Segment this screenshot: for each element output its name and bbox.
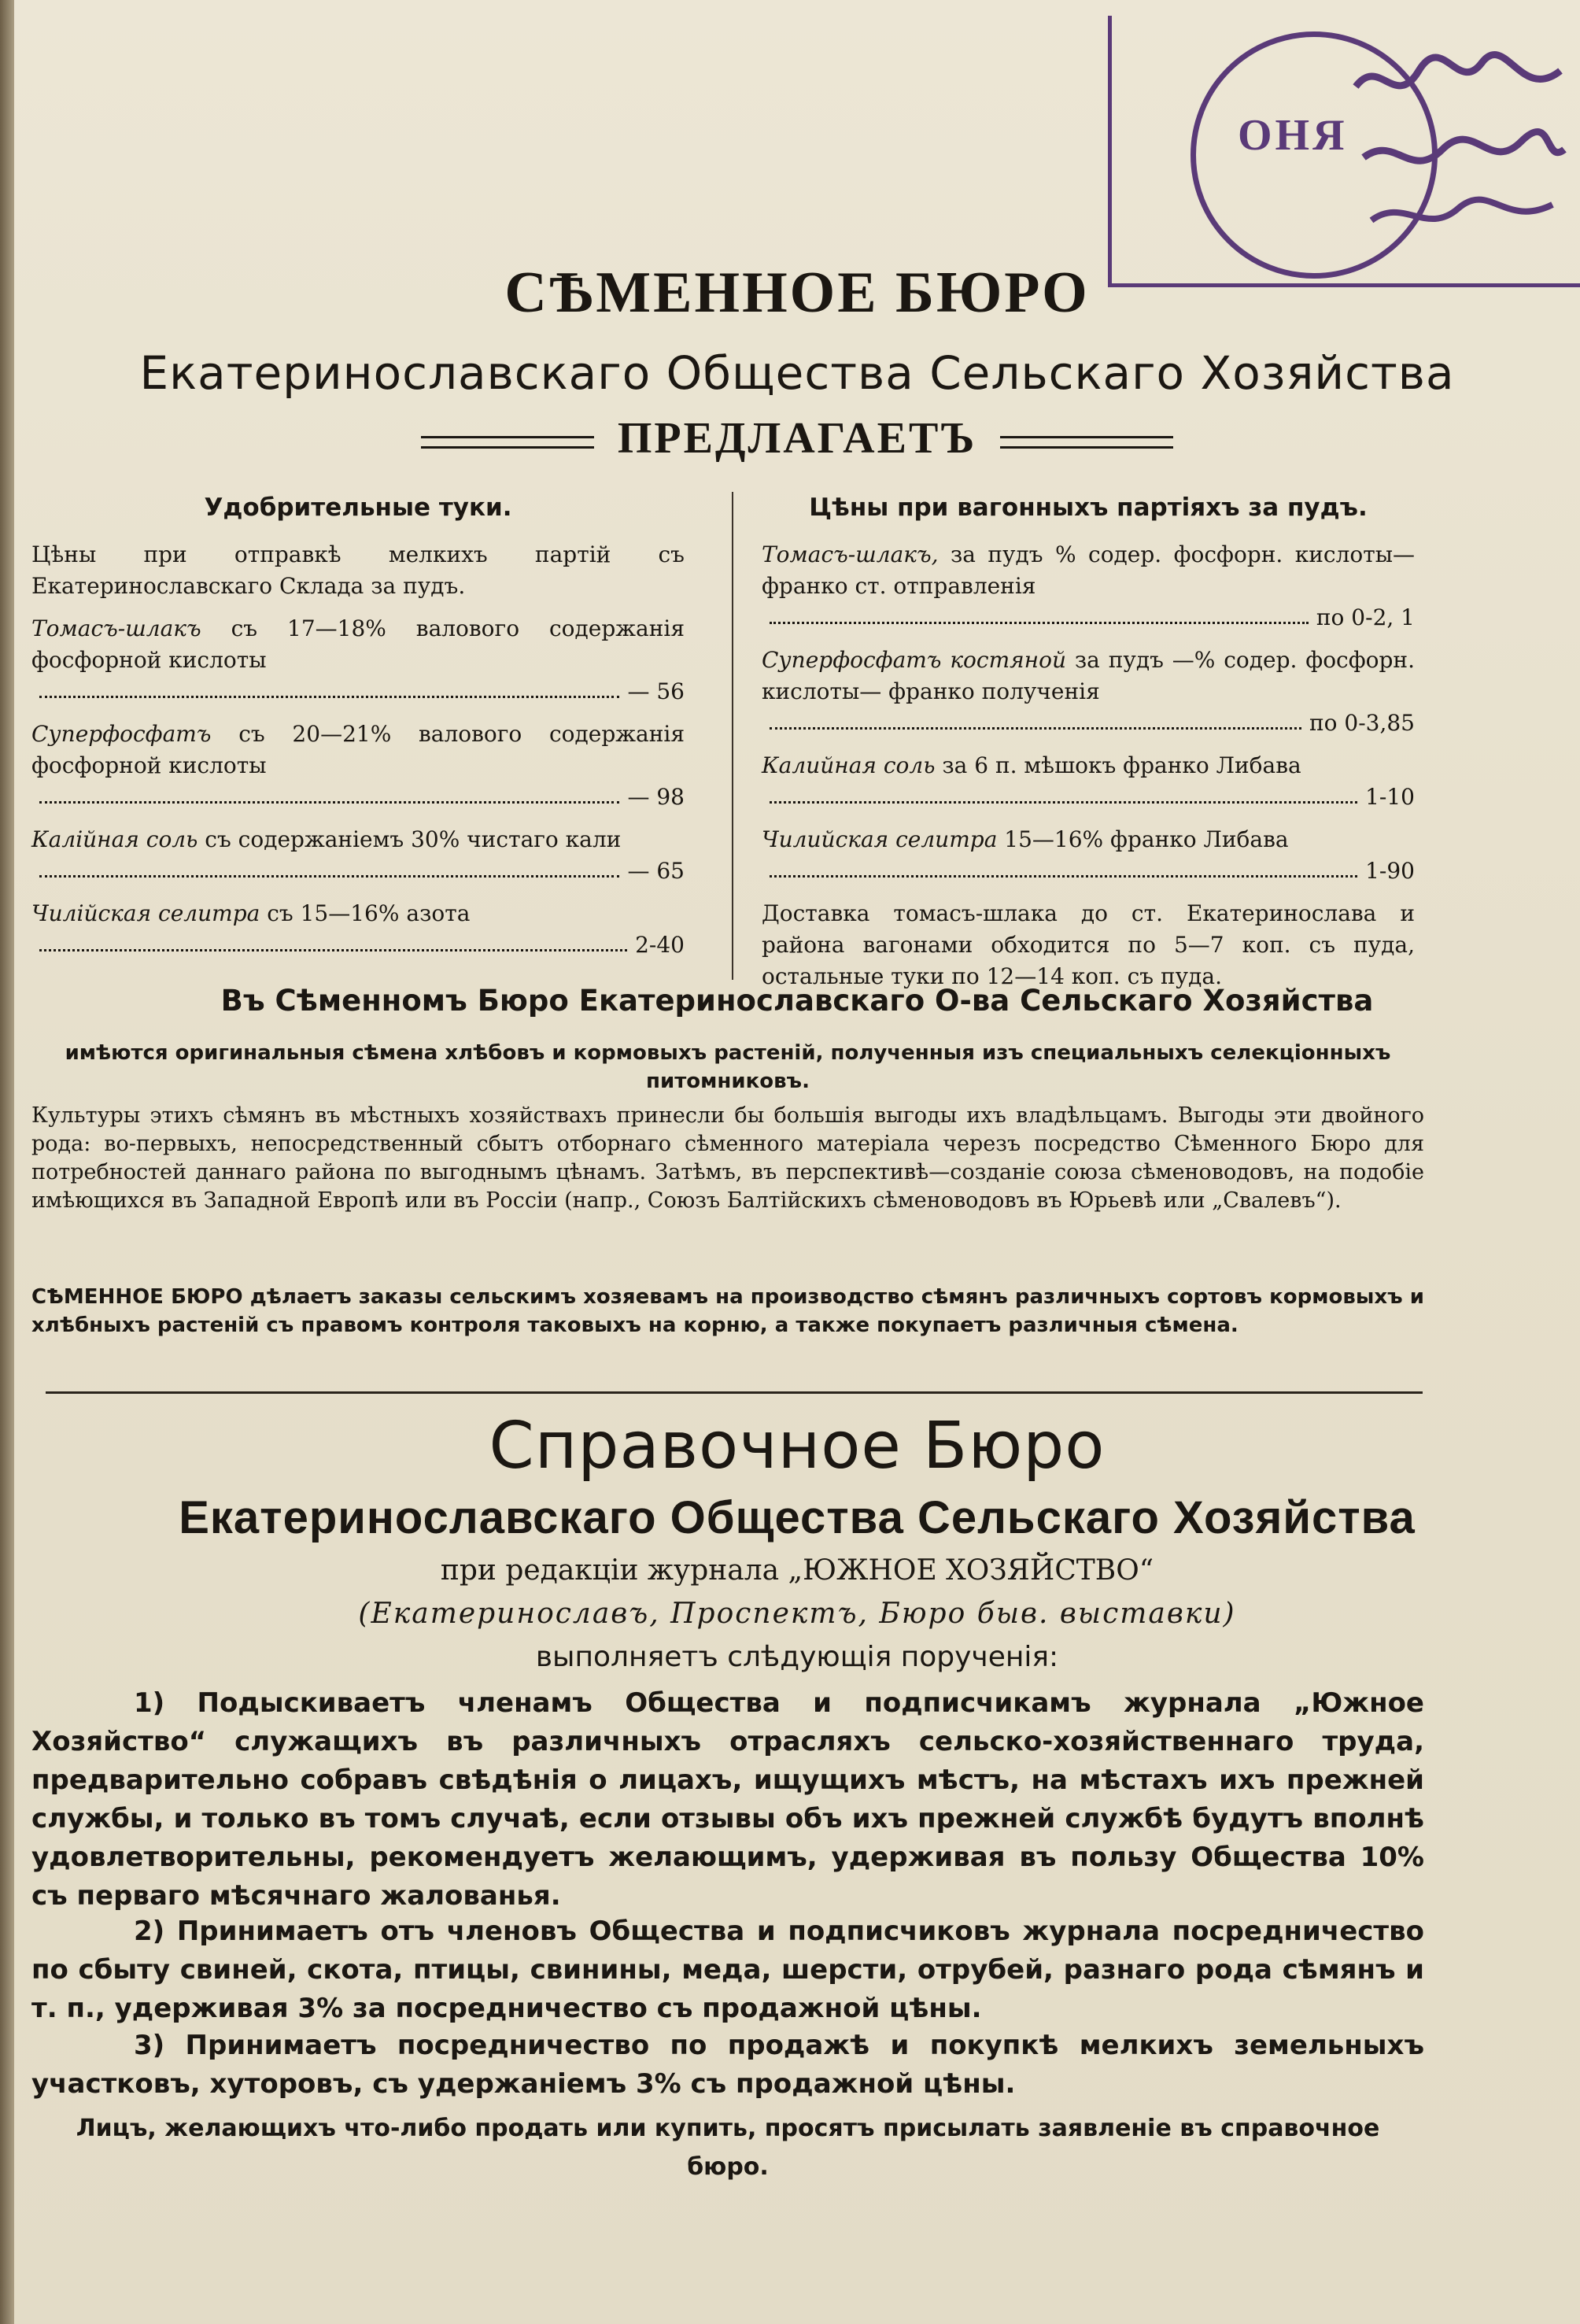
info-bureau-subtitle: Екатеринославскаго Общества Сельскаго Хозяйства (179, 1492, 1416, 1543)
offers-label: ПРЕДЛАГАЕТЪ (617, 414, 977, 463)
item-desc: съ содержаніемъ 30% чистаго кали (205, 826, 622, 852)
price-item (31, 719, 685, 813)
price-item (762, 645, 1415, 739)
seed-section-line2: Культуры этихъ сѣмянъ въ мѣстныхъ хозяйствахъ принесли бы большія выгоды ихъ владѣльцамъ. Выгоды эти двойного рода: во-первыхъ, непосредственный сбытъ отборнаго сѣменного матеріала черезъ посредство Сѣменного Бюро для потребностей даннаго района по выгоднымъ цѣнамъ. Затѣмъ, въ перспективѣ—созданіе союза сѣменоводовъ, на подобіе имѣющихся въ Западной Европѣ или въ Россіи (напр., Союзъ Балтійскихъ сѣменоводовъ въ Юрьевѣ или „Свалевъ“). (31, 1103, 1424, 1213)
seed-section-heading: Въ Сѣменномъ Бюро Екатеринославскаго О-ва Сельскаго Хозяйства (220, 984, 1374, 1018)
price-item (762, 539, 1415, 634)
stamp-signature (1348, 39, 1568, 244)
info-bureau-address: (Екатеринославъ, Проспектъ, Бюро быв. выставки) (358, 1598, 1236, 1630)
price-item (762, 750, 1415, 813)
price-item (762, 824, 1415, 887)
rule-right (1000, 436, 1173, 449)
price-item (31, 898, 685, 961)
item-desc: 15—16% франко Либава (1004, 826, 1289, 852)
item-desc: съ 17—18% валового содержанія фосфорной кислоты (31, 615, 685, 673)
service-item-2: 2) Принимаетъ отъ членовъ Общества и подписчиковъ журнала посредничество по сбыту свиней, скота, птицы, свинины, меда, шерсти, отрубей, разнаго рода сѣмянъ и т. п., удерживая 3% за посредничество съ продажной цѣны. (31, 1916, 1424, 2024)
small-lots-intro: Цѣны при отправкѣ мелкихъ партій съ Екатеринославскаго Склада за пудъ. (31, 541, 685, 599)
seed-bureau-title: СѢМЕННОЕ БЮРО (504, 260, 1090, 325)
item-desc: за 6 п. мѣшокъ франко Либава (942, 752, 1301, 778)
item-price: 2-40 (635, 932, 685, 958)
item-desc: съ 20—21% валового содержанія фосфорной кислоты (31, 721, 685, 778)
fertilizer-heading: Удобрительные туки. (204, 493, 512, 522)
item-name: Калійная соль (31, 826, 198, 852)
service-item-3: 3) Принимаетъ посредничество по продажѣ и покупкѣ мелкихъ земельныхъ участковъ, хуторовъ, съ удержаніемъ 3% съ продажной цѣны. (31, 2030, 1424, 2100)
item-price: — 65 (627, 858, 685, 884)
fertilizer-small-lots-column (31, 492, 685, 972)
item-price: 1-90 (1365, 858, 1415, 884)
item-name: Суперфосфатъ костяной (762, 647, 1067, 673)
info-bureau-title: Справочное Бюро (489, 1409, 1106, 1483)
item-price: по 0-3,85 (1309, 710, 1415, 736)
document-page (14, 0, 1580, 2324)
closing-note: Лицъ, желающихъ что-либо продать или купить, просятъ присылать заявленіе въ справочное бюро. (76, 2115, 1380, 2181)
item-desc: за пудъ —% содер. фосфорн. кислоты— франко полученія (762, 647, 1415, 704)
society-subtitle: Екатеринославскаго Общества Сельскаго Хозяйства (139, 346, 1455, 400)
item-name: Томасъ-шлакъ, (762, 541, 939, 567)
offers-heading (14, 413, 1580, 464)
column-divider (732, 492, 733, 980)
item-name: Чилийская селитра (762, 826, 998, 852)
seed-section-line1: имѣются оригинальныя сѣмена хлѣбовъ и кормовыхъ растеній, полученныя изъ специальныхъ селекціонныхъ питомниковъ. (65, 1041, 1391, 1093)
item-desc: за пудъ % содер. фосфорн. кислоты—франко ст. отправленія (762, 541, 1415, 599)
price-item (31, 824, 685, 887)
wagon-lots-column (762, 492, 1415, 1003)
seed-section-line3: СѢМЕННОЕ БЮРО дѣлаетъ заказы сельскимъ хозяевамъ на производство сѣмянъ различныхъ сортовъ кормовыхъ и хлѣбныхъ растеній съ правомъ контроля таковыхъ на корню, а также покупаетъ различныя сѣмена. (31, 1285, 1424, 1337)
item-price: — 98 (627, 784, 685, 810)
rule-left (421, 436, 594, 449)
item-name: Калийная соль (762, 752, 936, 778)
delivery-note: Доставка томасъ-шлака до ст. Екатеринослава и района вагонами обходится по 5—7 коп. съ пуда, остальные туки по 12—14 коп. съ пуда. (762, 900, 1415, 989)
item-name: Томасъ-шлакъ (31, 615, 201, 641)
item-desc: съ 15—16% азота (267, 900, 471, 926)
item-price: — 56 (627, 678, 685, 704)
item-name: Чилійская селитра (31, 900, 260, 926)
item-price: 1-10 (1365, 784, 1415, 810)
service-item-1: 1) Подыскиваетъ членамъ Общества и подписчикамъ журнала „Южное Хозяйство“ служащихъ въ различныхъ отрасляхъ сельско-хозяйственнаго труда, предварительно собравъ свѣдѣнія о лицахъ, ищущихъ мѣстъ, на мѣстахъ ихъ прежней службы, и только въ томъ случаѣ, если отзывы объ ихъ прежней службѣ будутъ вполнѣ удовлетворительны, рекомендуетъ желающимъ, удерживая въ пользу Общества 10% съ перваго мѣсячнаго жалованья. (31, 1687, 1424, 1912)
section-divider (46, 1391, 1423, 1394)
item-name: Суперфосфатъ (31, 721, 212, 747)
stamp-text: ОНЯ (1238, 111, 1348, 160)
wagon-prices-heading: Цѣны при вагонныхъ партіяхъ за пудъ. (809, 493, 1368, 522)
info-bureau-line3: выполняетъ слѣдующія порученія: (535, 1641, 1059, 1673)
library-stamp (1108, 16, 1580, 287)
price-item (31, 613, 685, 708)
info-bureau-line1: при редакціи журнала „ЮЖНОЕ ХОЗЯЙСТВО“ (440, 1554, 1154, 1587)
item-price: по 0-2, 1 (1316, 604, 1415, 630)
